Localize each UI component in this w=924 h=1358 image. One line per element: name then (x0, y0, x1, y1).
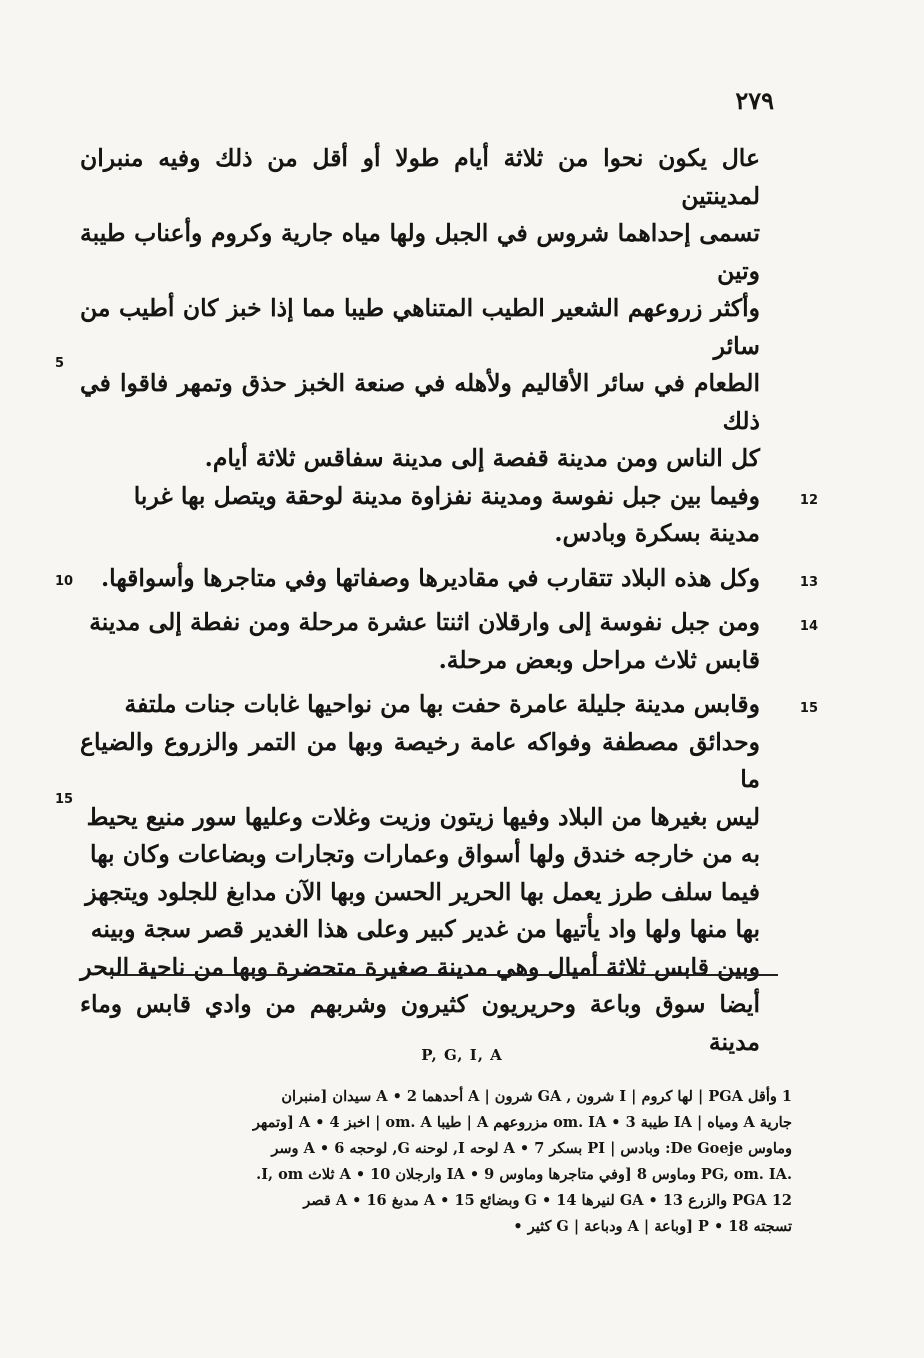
text-line: أيضا سوق وباعة وحريريون كثيرون وشربهم من وادي قابس وماء مدينة (80, 990, 760, 1056)
paragraph-number: 14 (799, 619, 818, 634)
manuscript-sigla: P, G, I, A (421, 1046, 503, 1064)
apparatus-line: PGA 12 والزرع GA • 13 لنيرها G • 14 وبضائع A • 15 مدبغ A • 16 قصر (303, 1192, 792, 1209)
text-line: وكل هذه البلاد تتقارب في مقاديرها وصفاتها وفي متاجرها وأسواقها. (101, 563, 760, 592)
text-line: وقابس مدينة جليلة عامرة حفت بها من نواحيها غابات جنات ملتفة (124, 690, 760, 718)
paragraph-number: 13 (799, 574, 818, 590)
paragraph-14 (80, 604, 818, 679)
text-line: تسمى إحداهما شروس في الجبل ولها مياه جارية وكروم وأعناب طيبة وتين (80, 219, 760, 285)
paragraph-number: 12 (799, 492, 818, 508)
apparatus-line: وماوس De Goeje: وبادس | PI بسكر 7 • A لوحه I, لوحنه G, لوحجه 6 • A وسر (271, 1140, 792, 1157)
paragraph-12 (80, 478, 818, 553)
page-number: ٢٧٩ (735, 86, 774, 115)
text-line: به من خارجه خندق ولها أسواق وعمارات وتجارات وبضاعات وكان بها (90, 840, 760, 868)
footnote-divider (112, 974, 778, 976)
apparatus-line: جارية A ومياه | IA طيبة om. IA • 3 مزروعهم A | طيبا om. A | اخبز A • 4 [وتمهر (252, 1114, 792, 1131)
paragraph-13 (80, 560, 818, 598)
text-line: وبين قابس ثلاثة أميال وهي مدينة صغيرة متحضرة وبها من ناحية البحر (80, 952, 760, 981)
apparatus-line: 1 وأقل PGA | لها كروم | I شرون , GA شرون | A أحدهما 2 • A سيدان [منبران (281, 1088, 792, 1105)
text-line: كل الناس ومن مدينة قفصة إلى مدينة سفاقس ثلاثة أيام. (204, 444, 760, 472)
text-line: بها منها ولها واد يأتيها من غدير كبير وعلى هذا الغدير قصر سجة وبينه (90, 915, 760, 943)
paragraph-number: 15 (799, 701, 818, 716)
text-line: وأكثر زروعهم الشعير الطيب المتناهي طيبا مما إذا خبز كان أطيب من سائر (80, 294, 760, 360)
text-line: قابس ثلاث مراحل وبعض مرحلة. (438, 645, 760, 674)
text-line: فيما سلف طرز يعمل بها الحرير الحسن وبها الآن مدابغ للجلود ويتجهز (85, 877, 760, 906)
text-line: ليس بغيرها من البلاد وفيها زيتون وزيت وغلات وعليها سور منيع يحيط (86, 802, 760, 831)
text-line: الطعام في سائر الأقاليم ولأهله في صنعة الخبز حذق وتمهر فاقوا في ذلك (80, 369, 760, 435)
line-number-15: 15 (55, 792, 74, 807)
text-line: وحدائق مصطفة وفواكه عامة رخيصة وبها من التمر والزروع والضياع ما (80, 727, 760, 793)
text-line: ومن جبل نفوسة إلى وارقلان اثنتا عشرة مرحلة ومن نفطة إلى مدينة (89, 608, 760, 636)
apparatus-line: .PG, om. IA وماوس 8 [وفي متاجرها وماوس IA • 9 وارجلان A • 10 ثلاث I, om. (256, 1166, 792, 1183)
text-line: مدينة بسكرة وبادس. (554, 519, 760, 547)
line-number-5: 5 (55, 356, 65, 371)
critical-apparatus (112, 1084, 792, 1240)
apparatus-line: تسجته P • 18 [وباعة | A ودباعة | G كثير • (513, 1218, 792, 1235)
paragraph-continuation (80, 140, 760, 478)
paragraph-15 (80, 686, 818, 1061)
main-text (80, 140, 818, 1061)
text-line: عال يكون نحوا من ثلاثة أيام طولا أو أقل من ذلك وفيه منبران لمدينتين (80, 144, 760, 210)
text-line: وفيما بين جبل نفوسة ومدينة نفزاوة مدينة لوحقة ويتصل بها غربا (133, 481, 760, 510)
line-number-10: 10 (55, 574, 74, 589)
